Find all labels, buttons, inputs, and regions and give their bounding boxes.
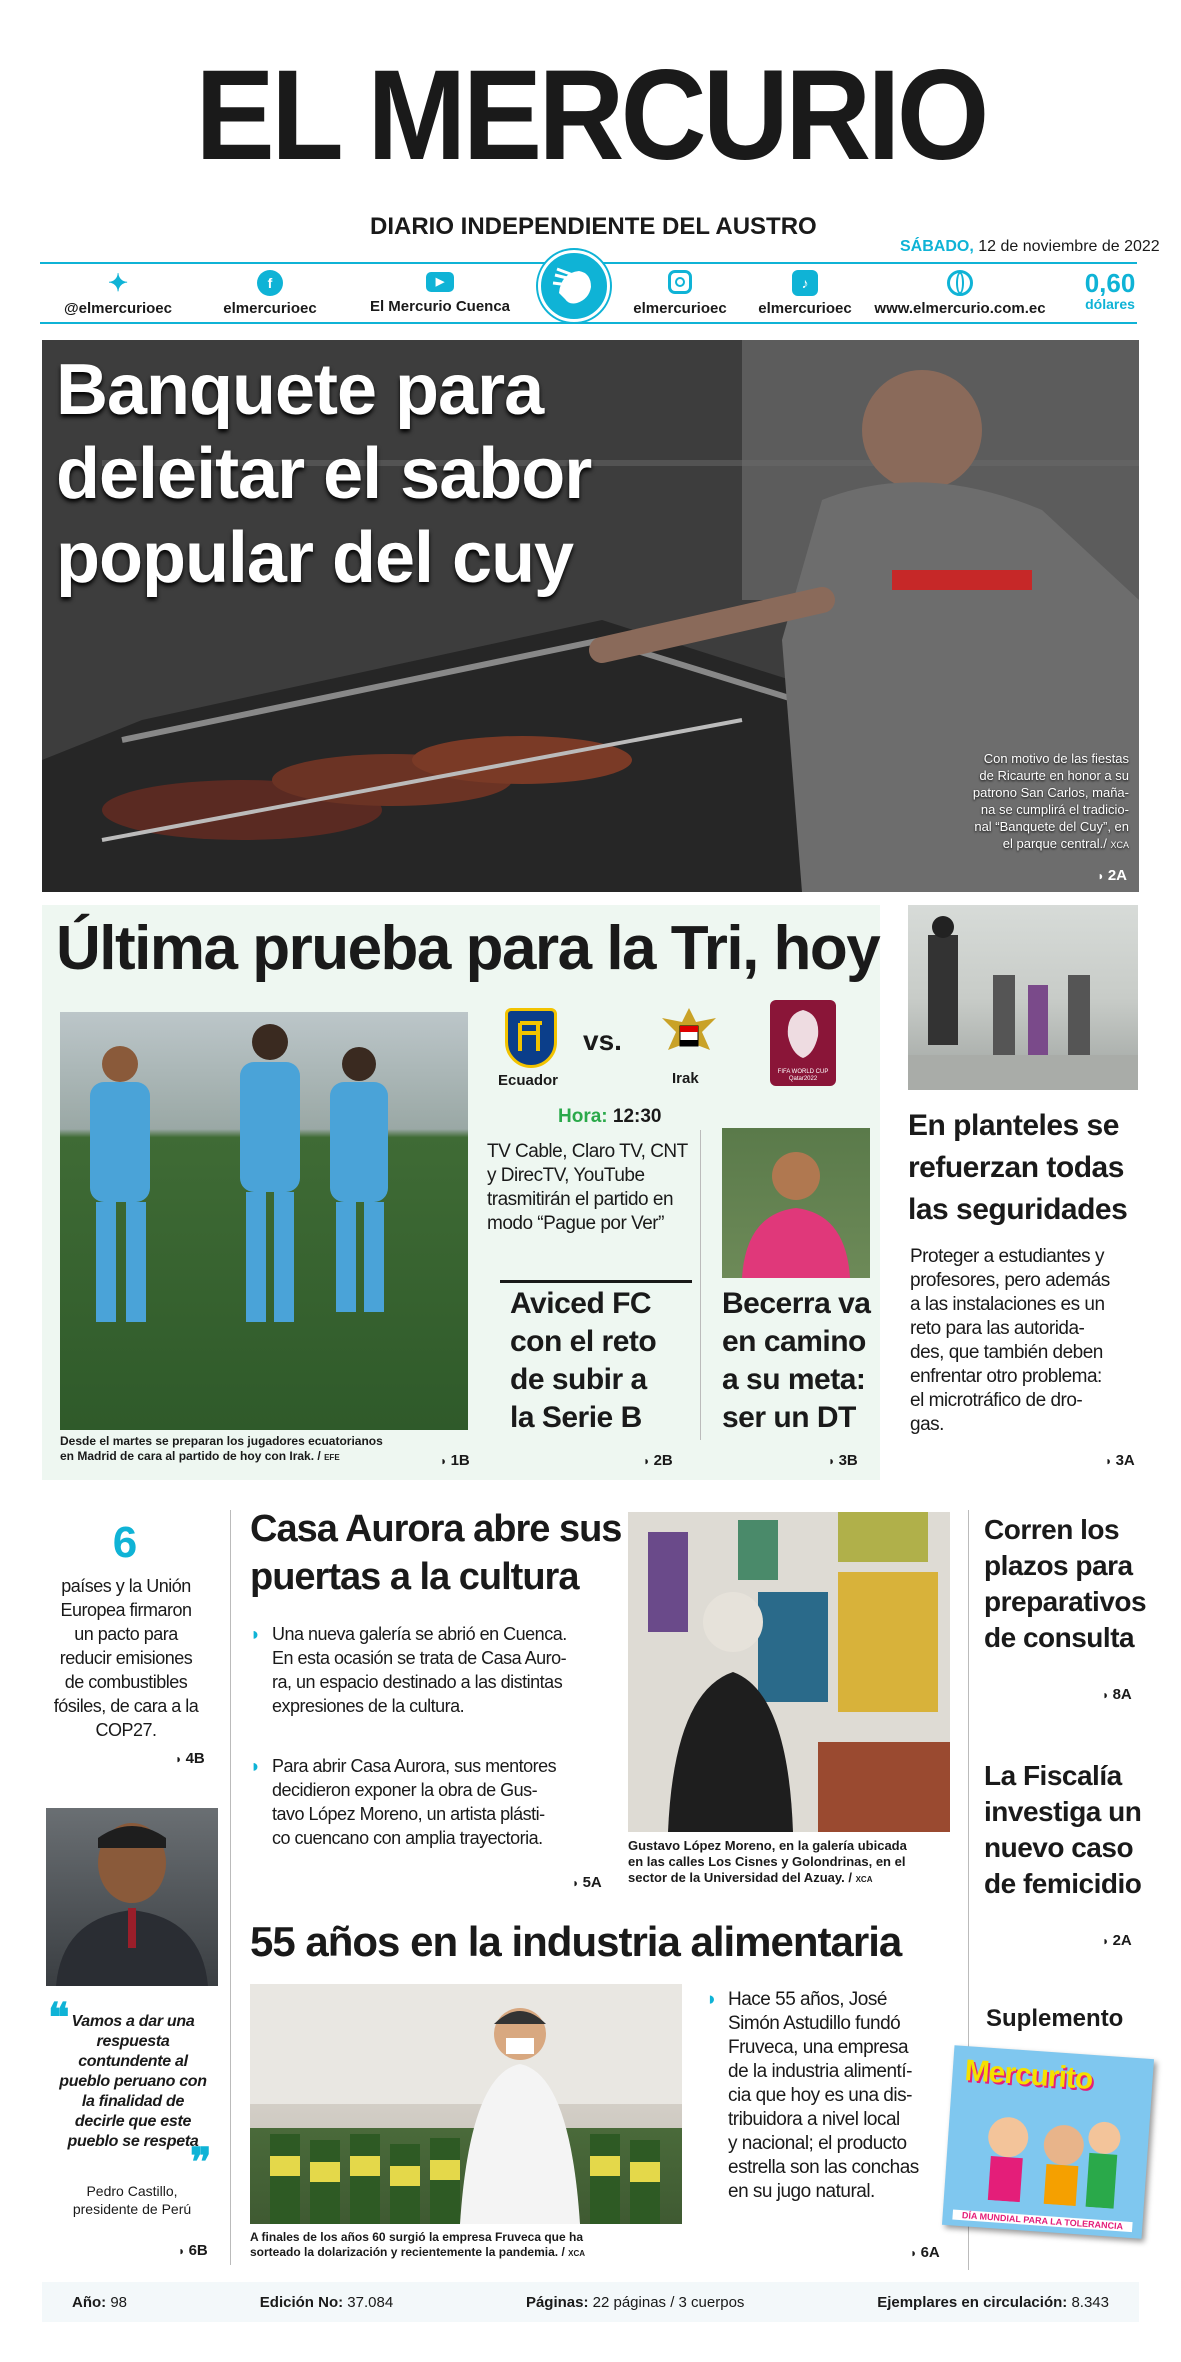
aurora-photo bbox=[628, 1512, 950, 1832]
quote-line: la finalidad de bbox=[81, 2093, 185, 2110]
globe-icon bbox=[947, 270, 973, 296]
supplement-cover[interactable] bbox=[942, 2045, 1154, 2239]
author-role: presidente de Perú bbox=[72, 2201, 192, 2217]
footer-year bbox=[72, 2294, 127, 2311]
year-label: Año: bbox=[72, 2293, 107, 2311]
instagram-handle: elmercurioec bbox=[633, 300, 727, 317]
social-instagram[interactable] bbox=[620, 270, 740, 317]
body-line: reto para las autorida- bbox=[910, 1318, 1085, 1339]
tri-photo bbox=[60, 1012, 468, 1430]
gallery-illustration bbox=[628, 1512, 950, 1832]
headline-line: refuerzan todas bbox=[908, 1151, 1124, 1184]
quote-page-ref[interactable]: ◗ 6B bbox=[178, 2242, 208, 2259]
headline-line: preparativos bbox=[984, 1586, 1147, 1617]
tv-line: y DirecTV, YouTube bbox=[487, 1165, 645, 1186]
tv-line: modo “Pague por Ver” bbox=[487, 1213, 664, 1234]
team1-name: Ecuador bbox=[498, 1072, 559, 1089]
body-line: estrella son las conchas bbox=[728, 2157, 919, 2178]
quote-line: Vamos a dar una bbox=[71, 2013, 195, 2030]
body-line: En esta ocasión se trata de Casa Auro- bbox=[272, 1648, 567, 1668]
castillo-photo bbox=[46, 1808, 218, 1986]
price-value: 0,60 bbox=[1084, 268, 1136, 298]
bullet-icon: ◗ bbox=[706, 1989, 717, 2010]
photo-credit: XCA bbox=[568, 2249, 586, 2258]
quote-line: pueblo se respeta bbox=[67, 2133, 199, 2150]
hero-photo bbox=[42, 340, 1139, 892]
website-url: www.elmercurio.com.ec bbox=[874, 300, 1046, 317]
president-illustration bbox=[46, 1808, 218, 1986]
becerra-page-ref[interactable]: ◗ 3B bbox=[828, 1452, 858, 1469]
hero-headline-line: popular del cuy bbox=[56, 518, 574, 598]
social-youtube[interactable] bbox=[360, 270, 520, 315]
iraq-eagle-icon bbox=[660, 1002, 718, 1066]
headline-line: Becerra va bbox=[722, 1287, 871, 1320]
ecuador-crest bbox=[505, 1008, 557, 1068]
caption-line: sorteado la dolarización y recientemente la pandemia. / bbox=[250, 2245, 565, 2259]
quote-open-icon: ❝ bbox=[48, 1996, 70, 2040]
photo-credit: XCA bbox=[1110, 840, 1129, 850]
hero-caption bbox=[899, 750, 1129, 854]
social-twitter[interactable] bbox=[58, 270, 178, 317]
author-name: Pedro Castillo, bbox=[86, 2183, 178, 2199]
price-currency: dólares bbox=[1085, 296, 1135, 312]
copies-value: 8.343 bbox=[1071, 2293, 1109, 2311]
headline-line: Casa Aurora abre sus bbox=[250, 1508, 622, 1550]
edition-label: Edición No: bbox=[259, 2293, 344, 2311]
time-value: 12:30 bbox=[612, 1106, 662, 1127]
cop-text bbox=[44, 1574, 208, 1742]
youtube-handle: El Mercurio Cuenca bbox=[369, 298, 511, 315]
headline-line: de subir a bbox=[510, 1363, 647, 1396]
factory-worker-illustration bbox=[250, 1984, 682, 2224]
body-line: de la industria alimentí- bbox=[728, 2061, 912, 2082]
copies-label: Ejemplares en circulación: bbox=[877, 2293, 1068, 2311]
cop-line: COP27. bbox=[95, 1720, 157, 1740]
headline-line: puertas a la cultura bbox=[250, 1556, 579, 1598]
body-line: enfrentar otro problema: bbox=[910, 1366, 1102, 1387]
headline-line: de consulta bbox=[984, 1622, 1135, 1653]
fruveca-photo bbox=[250, 1984, 682, 2224]
body-line: des, que también deben bbox=[910, 1342, 1103, 1363]
schools-page-ref[interactable]: ◗ 3A bbox=[1105, 1452, 1135, 1469]
match-time bbox=[558, 1106, 662, 1128]
body-line: en su jugo natural. bbox=[728, 2181, 875, 2202]
tv-info bbox=[487, 1140, 697, 1236]
becerra-photo bbox=[722, 1128, 870, 1278]
headline-line: con el reto bbox=[510, 1325, 657, 1358]
newspaper-title: EL MERCURIO bbox=[195, 44, 986, 187]
hero-headline-line: deleitar el sabor bbox=[56, 434, 592, 514]
footer-copies bbox=[877, 2294, 1109, 2311]
logo-emblem bbox=[538, 250, 610, 322]
supplement-subtitle: DÍA MUNDIAL PARA LA TOLERANCIA bbox=[952, 2210, 1132, 2233]
body-line: Hace 55 años, José bbox=[728, 1989, 887, 2010]
quote-author bbox=[46, 2182, 218, 2218]
caption-line: de Ricaurte en honor a su bbox=[979, 768, 1129, 783]
fruveca-page-ref[interactable]: ◗ 6A bbox=[910, 2244, 940, 2261]
caption-line: Gustavo López Moreno, en la galería ubicada bbox=[628, 1838, 907, 1853]
time-label: Hora: bbox=[558, 1106, 608, 1127]
pages-value: 22 páginas / 3 cuerpos bbox=[592, 2293, 745, 2311]
headline-line: de femicidio bbox=[984, 1868, 1142, 1899]
body-line: Simón Astudillo fundó bbox=[728, 2013, 901, 2034]
body-line: co cuencano con amplia trayectoria. bbox=[272, 1828, 543, 1848]
footer-pages bbox=[526, 2294, 744, 2311]
photo-credit: XCA bbox=[855, 1875, 873, 1884]
aviced-headline[interactable] bbox=[510, 1285, 656, 1437]
aurora-bullet-1 bbox=[250, 1622, 612, 1718]
consulta-page-ref[interactable]: ◗ 8A bbox=[1102, 1686, 1132, 1703]
body-line: gas. bbox=[910, 1414, 944, 1435]
aurora-bullet-2 bbox=[250, 1754, 612, 1850]
tiktok-handle: elmercurioec bbox=[758, 300, 852, 317]
bottom-rule bbox=[40, 322, 1137, 324]
world-cup-badge-text: FIFA WORLD CUP Qatar2022 bbox=[777, 1069, 829, 1082]
fiscalia-page-ref[interactable]: ◗ 2A bbox=[1102, 1932, 1132, 1949]
date bbox=[900, 238, 1160, 256]
pages-label: Páginas: bbox=[525, 2293, 589, 2311]
fiscalia-headline[interactable] bbox=[984, 1758, 1141, 1902]
cop-line: Europea firmaron bbox=[60, 1600, 192, 1620]
supplement-label: Suplemento bbox=[986, 2005, 1124, 2032]
hero-page-ref[interactable]: ◗ 2A bbox=[1097, 867, 1127, 884]
caption-line: el parque central./ bbox=[1002, 836, 1107, 851]
cop-line: reducir emisiones bbox=[59, 1648, 193, 1668]
social-tiktok[interactable] bbox=[745, 270, 865, 317]
hero-headline-line: Banquete para bbox=[56, 350, 544, 430]
aviced-page-ref[interactable]: ◗ 2B bbox=[643, 1452, 673, 1469]
left-col-divider bbox=[230, 1510, 231, 2265]
mercury-head-icon bbox=[541, 253, 607, 319]
headline-line: ser un DT bbox=[722, 1401, 856, 1434]
quote-line: respuesta bbox=[96, 2033, 170, 2050]
body-line: expresiones de la cultura. bbox=[272, 1696, 465, 1716]
tri-divider bbox=[700, 1130, 701, 1440]
body-line: Para abrir Casa Aurora, sus mentores bbox=[272, 1756, 557, 1776]
headline-line: la Serie B bbox=[510, 1401, 642, 1434]
footer-bar bbox=[42, 2282, 1139, 2322]
headline-line: En planteles se bbox=[908, 1109, 1119, 1142]
headline-line: plazos para bbox=[984, 1550, 1133, 1581]
headline-line: Corren los bbox=[984, 1514, 1120, 1545]
headline-line: Aviced FC bbox=[510, 1287, 652, 1320]
aurora-page-ref[interactable]: ◗ 5A bbox=[572, 1874, 602, 1891]
tri-headline: Última prueba para la Tri, hoy bbox=[56, 914, 880, 983]
bullet-icon: ◗ bbox=[250, 1756, 261, 1776]
headline-line: en camino bbox=[722, 1325, 866, 1358]
tv-line: trasmitirán el partido en bbox=[487, 1189, 674, 1210]
caption-line: Desde el martes se preparan los jugadores ecuatorianos bbox=[60, 1434, 383, 1448]
world-cup-badge bbox=[770, 1000, 836, 1086]
body-line: decidieron exponer la obra de Gus- bbox=[272, 1780, 538, 1800]
headline-line: investiga un bbox=[984, 1796, 1142, 1827]
body-line: tavo López Moreno, un artista plásti- bbox=[272, 1804, 545, 1824]
headline-line: La Fiscalía bbox=[984, 1760, 1122, 1791]
caption-line: nal “Banquete del Cuy”, en bbox=[974, 819, 1129, 834]
body-line: profesores, pero además bbox=[910, 1270, 1110, 1291]
facebook-icon: f bbox=[257, 270, 283, 296]
supplement-title: Mercurito bbox=[963, 2054, 1094, 2096]
twitter-handle: @elmercurioec bbox=[63, 300, 172, 317]
twitter-icon: ✦ bbox=[107, 269, 129, 297]
cop-line: de combustibles bbox=[64, 1672, 188, 1692]
instagram-icon bbox=[668, 270, 692, 294]
photo-credit: EFE bbox=[324, 1453, 340, 1462]
fruveca-body bbox=[706, 1988, 958, 2204]
social-website[interactable] bbox=[870, 270, 1050, 317]
bullet-icon: ◗ bbox=[250, 1624, 261, 1644]
coach-illustration bbox=[722, 1128, 870, 1278]
tiktok-icon: ♪ bbox=[792, 270, 818, 296]
becerra-headline[interactable] bbox=[722, 1285, 870, 1437]
fruveca-headline[interactable]: 55 años en la industria alimentaria bbox=[250, 1918, 902, 1965]
tv-line: TV Cable, Claro TV, CNT bbox=[487, 1141, 688, 1162]
tri-page-ref[interactable]: ◗ 1B bbox=[440, 1452, 470, 1469]
cop-line: países y la Unión bbox=[61, 1576, 191, 1596]
newspaper-subtitle: DIARIO INDEPENDIENTE DEL AUSTRO bbox=[370, 213, 817, 240]
cop-line: fósiles, de cara a la bbox=[53, 1696, 199, 1716]
aurora-caption bbox=[628, 1838, 950, 1888]
cop-page-ref[interactable]: ◗ 4B bbox=[175, 1750, 205, 1767]
facebook-handle: elmercurioec bbox=[223, 300, 317, 317]
headline-line: nuevo caso bbox=[984, 1832, 1134, 1863]
body-line: ra, un espacio destinado a las distintas bbox=[272, 1672, 563, 1692]
headline-line: a su meta: bbox=[722, 1363, 866, 1396]
body-line: Una nueva galería se abrió en Cuenca. bbox=[272, 1624, 567, 1644]
body-line: cia que hoy es una dis- bbox=[728, 2085, 912, 2106]
quote-line: decirle que este bbox=[74, 2113, 192, 2130]
year-value: 98 bbox=[110, 2293, 128, 2311]
caption-line: en Madrid de cara al partido de hoy con Irak. / bbox=[60, 1449, 321, 1463]
caption-line: Con motivo de las fiestas bbox=[983, 751, 1129, 766]
tri-photo-caption bbox=[60, 1434, 383, 1465]
body-line: Fruveca, una empresa bbox=[728, 2037, 909, 2058]
ecuador-crest-icon bbox=[508, 1011, 554, 1065]
hero-headline bbox=[56, 348, 591, 600]
masthead bbox=[0, 0, 1181, 330]
team2-name: Irak bbox=[672, 1070, 699, 1087]
quote-line: pueblo peruano con bbox=[59, 2073, 207, 2090]
quote-text bbox=[48, 2012, 218, 2152]
quote-line: contundente al bbox=[78, 2053, 188, 2070]
aurora-headline[interactable] bbox=[250, 1505, 621, 1601]
vs-label: vs. bbox=[583, 1025, 622, 1056]
aviced-divider bbox=[500, 1280, 692, 1283]
quote-close-icon: ❞ bbox=[190, 2141, 212, 2185]
consulta-headline[interactable] bbox=[984, 1512, 1146, 1656]
body-line: Proteger a estudiantes y bbox=[910, 1246, 1104, 1267]
headline-line: las seguridades bbox=[908, 1193, 1128, 1226]
youtube-icon: ▶ bbox=[426, 272, 454, 292]
caption-line: A finales de los años 60 surgió la empresa Fruveca que ha bbox=[250, 2230, 584, 2244]
footer-edition bbox=[260, 2294, 393, 2311]
caption-line: patrono San Carlos, maña- bbox=[972, 785, 1129, 800]
price bbox=[1080, 270, 1140, 312]
caption-line: sector de la Universidad del Azuay. / bbox=[628, 1870, 852, 1885]
schools-photo bbox=[908, 905, 1138, 1090]
schools-headline[interactable] bbox=[908, 1105, 1127, 1231]
body-line: a las instalaciones es un bbox=[910, 1294, 1105, 1315]
iraq-crest bbox=[660, 1002, 718, 1066]
cop-number: 6 bbox=[112, 1518, 138, 1567]
cop-line: un pacto para bbox=[74, 1624, 178, 1644]
schools-body bbox=[910, 1245, 1140, 1437]
cartoon-kids-illustration bbox=[964, 2099, 1131, 2210]
social-facebook[interactable] bbox=[210, 270, 330, 317]
body-line: tribuidora a nivel local bbox=[728, 2109, 900, 2130]
day: SÁBADO, bbox=[900, 238, 974, 255]
caption-line: na se cumplirá el tradicio- bbox=[980, 802, 1129, 817]
students-illustration bbox=[908, 905, 1138, 1090]
body-line: y nacional; el producto bbox=[728, 2133, 907, 2154]
fruveca-caption bbox=[250, 2230, 690, 2261]
body-line: el microtráfico de dro- bbox=[910, 1390, 1083, 1411]
date-text: 12 de noviembre de 2022 bbox=[978, 238, 1160, 255]
edition-value: 37.084 bbox=[347, 2293, 394, 2311]
players-illustration bbox=[60, 1012, 468, 1430]
caption-line: en las calles Los Cisnes y Golondrinas, en el bbox=[628, 1854, 906, 1869]
